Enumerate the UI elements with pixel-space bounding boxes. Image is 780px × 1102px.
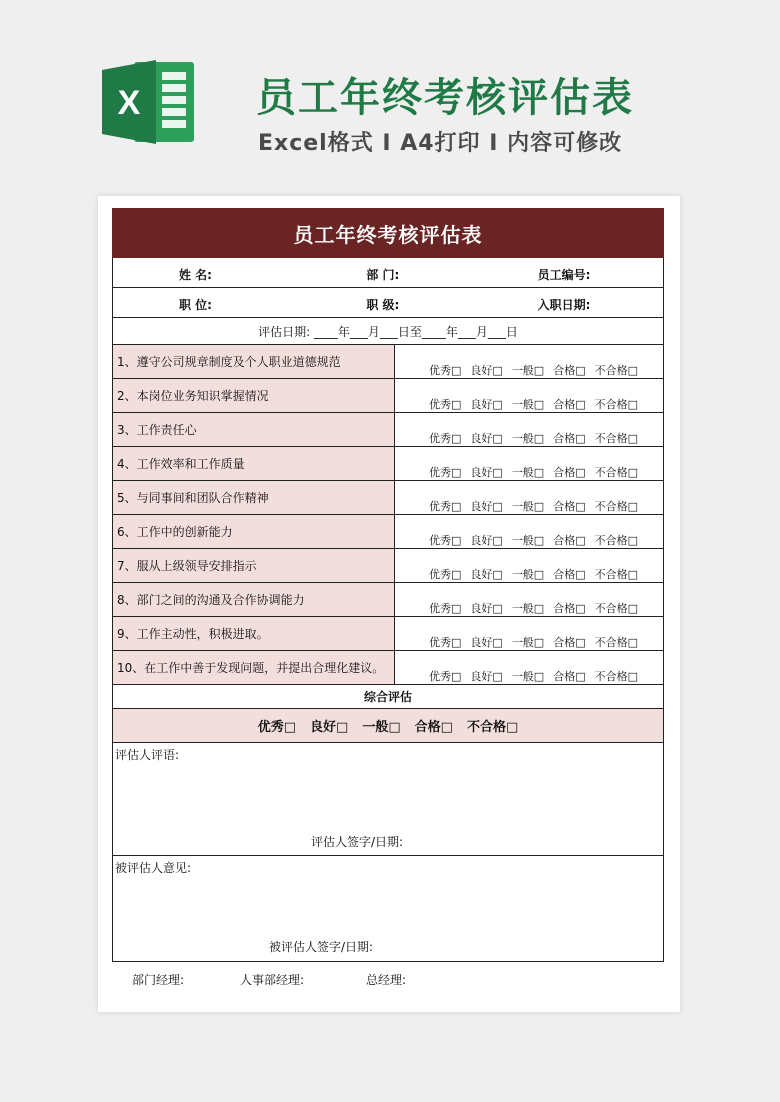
rating-checkbox[interactable]: 优秀□	[429, 670, 462, 683]
rating-checkbox[interactable]: 一般□	[511, 432, 545, 445]
rating-checkbox[interactable]: 良好□	[470, 398, 503, 411]
rating-checkbox[interactable]: 优秀□	[429, 534, 462, 547]
rating-checkbox[interactable]: 不合格□	[594, 500, 639, 513]
rating-options	[395, 651, 663, 684]
rating-checkbox[interactable]: 不合格□	[594, 432, 639, 445]
excel-icon	[100, 56, 198, 148]
evaluation-form	[112, 208, 664, 994]
rating-checkbox[interactable]: 优秀□	[429, 568, 462, 581]
rating-checkbox[interactable]: 一般□	[511, 534, 545, 547]
evaluation-criterion: 7、服从上级领导安排指示	[113, 549, 395, 582]
page-title: 员工年终考核评估表	[256, 75, 634, 121]
rating-checkbox[interactable]: 优秀□	[429, 500, 462, 513]
rating-checkbox[interactable]: 一般□	[511, 568, 545, 581]
rating-checkbox[interactable]: 一般□	[511, 670, 545, 683]
rating-checkbox[interactable]: 不合格□	[594, 398, 639, 411]
rating-checkbox[interactable]: 合格□	[553, 534, 586, 547]
evaluation-criterion: 4、工作效率和工作质量	[113, 447, 395, 480]
rating-checkbox[interactable]: 合格□	[553, 398, 586, 411]
info-row-2	[112, 288, 664, 318]
rating-checkbox[interactable]: 良好□	[470, 500, 503, 513]
rating-checkbox[interactable]: 良好□	[470, 568, 503, 581]
rating-checkbox[interactable]: 良好□	[470, 534, 503, 547]
rating-checkbox[interactable]: 不合格□	[594, 636, 639, 649]
svg-text:X: X	[117, 84, 141, 122]
evaluation-row	[112, 549, 664, 583]
rating-checkbox[interactable]: 一般□	[511, 398, 545, 411]
rating-checkbox[interactable]: 良好□	[470, 670, 503, 683]
overall-rating-checkbox[interactable]: 一般□	[362, 720, 401, 735]
document-page	[98, 196, 680, 1012]
overall-title: 综合评估	[112, 685, 664, 709]
emp-no-label[interactable]: 员工编号:	[537, 268, 591, 282]
join-date-label[interactable]: 入职日期:	[537, 298, 591, 312]
evaluation-row	[112, 481, 664, 515]
eval-date-row	[112, 318, 664, 345]
rating-checkbox[interactable]: 不合格□	[594, 670, 639, 683]
evaluation-items	[112, 345, 664, 685]
general-manager-label[interactable]: 总经理:	[366, 973, 407, 987]
evaluee-opinion-label: 被评估人意见:	[115, 861, 192, 875]
rating-checkbox[interactable]: 良好□	[470, 466, 503, 479]
evaluation-row	[112, 583, 664, 617]
rating-checkbox[interactable]: 一般□	[511, 500, 545, 513]
dept-label[interactable]: 部 门:	[366, 268, 400, 282]
rating-options	[395, 515, 663, 548]
evaluation-row	[112, 413, 664, 447]
evaluation-criterion: 8、部门之间的沟通及合作协调能力	[113, 583, 395, 616]
rating-checkbox[interactable]: 一般□	[511, 364, 545, 377]
evaluation-criterion: 10、在工作中善于发现问题，并提出合理化建议。	[113, 651, 395, 684]
overall-rating-checkbox[interactable]: 合格□	[414, 720, 453, 735]
rating-checkbox[interactable]: 合格□	[553, 432, 586, 445]
rating-options	[395, 379, 663, 412]
evaluation-criterion: 2、本岗位业务知识掌握情况	[113, 379, 395, 412]
rating-checkbox[interactable]: 优秀□	[429, 602, 462, 615]
evaluation-row	[112, 345, 664, 379]
overall-options	[112, 709, 664, 743]
rating-checkbox[interactable]: 合格□	[553, 568, 586, 581]
rating-checkbox[interactable]: 良好□	[470, 364, 503, 377]
position-label[interactable]: 职 位:	[179, 298, 212, 312]
rating-checkbox[interactable]: 优秀□	[429, 364, 462, 377]
evaluation-criterion: 1、遵守公司规章制度及个人职业道德规范	[113, 345, 395, 378]
evaluator-comment-box[interactable]	[112, 743, 664, 856]
rating-checkbox[interactable]: 优秀□	[429, 398, 462, 411]
evaluation-row	[112, 515, 664, 549]
rating-checkbox[interactable]: 不合格□	[594, 602, 639, 615]
rating-options	[395, 583, 663, 616]
rating-checkbox[interactable]: 不合格□	[594, 364, 639, 377]
rating-checkbox[interactable]: 合格□	[553, 466, 586, 479]
rating-checkbox[interactable]: 优秀□	[429, 432, 462, 445]
evaluation-criterion: 9、工作主动性，积极进取。	[113, 617, 395, 650]
rating-options	[395, 447, 663, 480]
evaluation-criterion: 3、工作责任心	[113, 413, 395, 446]
rating-checkbox[interactable]: 一般□	[511, 466, 545, 479]
rating-checkbox[interactable]: 合格□	[553, 500, 586, 513]
rating-options	[395, 617, 663, 650]
rating-checkbox[interactable]: 一般□	[511, 602, 545, 615]
form-title: 员工年终考核评估表	[112, 208, 664, 258]
rating-checkbox[interactable]: 优秀□	[429, 466, 462, 479]
rating-checkbox[interactable]: 不合格□	[594, 534, 639, 547]
rating-checkbox[interactable]: 良好□	[470, 602, 503, 615]
overall-rating-checkbox[interactable]: 良好□	[310, 720, 349, 735]
rating-checkbox[interactable]: 优秀□	[429, 636, 462, 649]
rating-checkbox[interactable]: 合格□	[553, 602, 586, 615]
rating-checkbox[interactable]: 不合格□	[594, 466, 639, 479]
rating-checkbox[interactable]: 合格□	[553, 364, 586, 377]
evaluator-sign-label: 评估人签字/日期:	[311, 835, 404, 849]
rating-checkbox[interactable]: 不合格□	[594, 568, 639, 581]
evaluation-criterion: 6、工作中的创新能力	[113, 515, 395, 548]
info-row-1	[112, 258, 664, 288]
dept-manager-label[interactable]: 部门经理:	[132, 973, 185, 987]
rating-checkbox[interactable]: 合格□	[553, 636, 586, 649]
rating-checkbox[interactable]: 良好□	[470, 432, 503, 445]
evaluee-opinion-box[interactable]	[112, 856, 664, 962]
overall-rating-checkbox[interactable]: 优秀□	[257, 720, 297, 735]
header-banner	[0, 0, 780, 190]
evaluation-row	[112, 617, 664, 651]
evaluation-criterion: 5、与同事间和团队合作精神	[113, 481, 395, 514]
evaluation-row	[112, 447, 664, 481]
rating-checkbox[interactable]: 良好□	[470, 636, 503, 649]
rating-options	[395, 481, 663, 514]
eval-date[interactable]: 评估日期: ____年___月___日至____年___月___日	[258, 324, 518, 339]
evaluation-row	[112, 379, 664, 413]
hr-manager-label[interactable]: 人事部经理:	[240, 973, 305, 987]
rating-options	[395, 549, 663, 582]
rating-options	[395, 413, 663, 446]
manager-signatures	[112, 962, 664, 994]
name-label[interactable]: 姓 名:	[179, 268, 212, 282]
page-subtitle: Excel格式 Ⅰ A4打印 Ⅰ 内容可修改	[258, 131, 623, 156]
evaluee-sign-label: 被评估人签字/日期:	[269, 940, 374, 954]
evaluator-comment-label: 评估人评语:	[115, 748, 180, 762]
level-label[interactable]: 职 级:	[366, 298, 400, 312]
rating-checkbox[interactable]: 一般□	[511, 636, 545, 649]
overall-rating-checkbox[interactable]: 不合格□	[466, 720, 519, 735]
rating-checkbox[interactable]: 合格□	[553, 670, 586, 683]
rating-options	[395, 345, 663, 378]
evaluation-row	[112, 651, 664, 685]
